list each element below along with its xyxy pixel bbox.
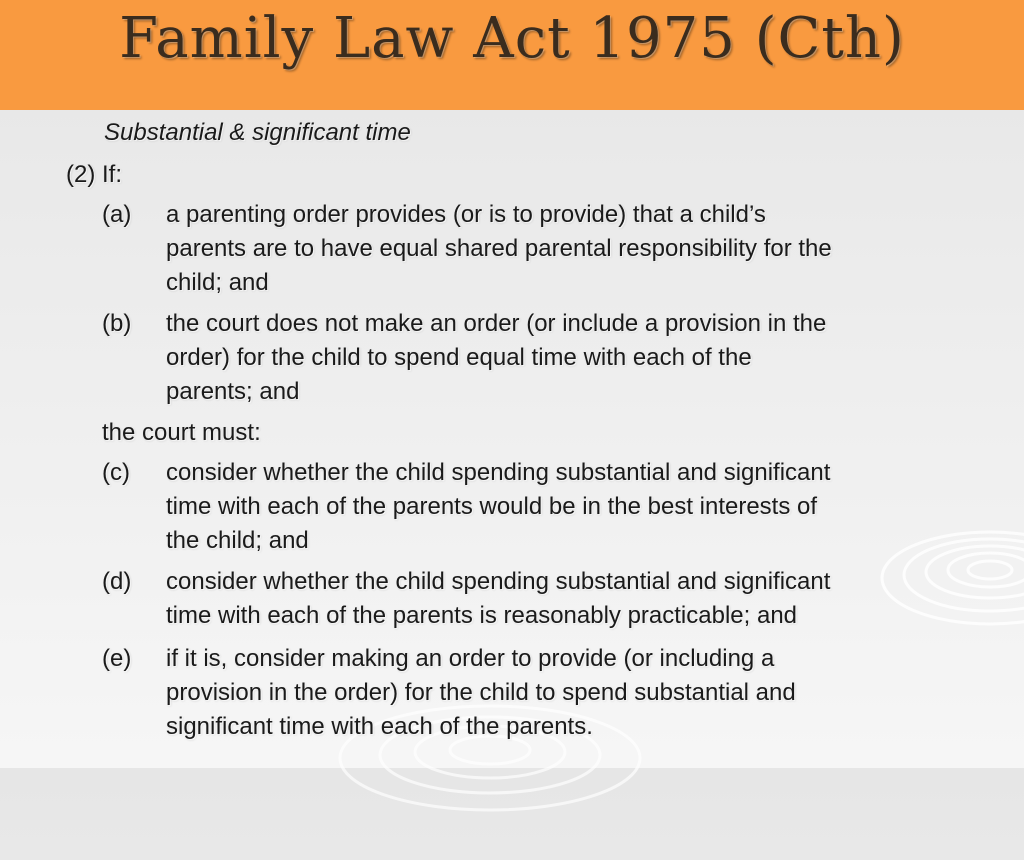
duty-line: consider whether the child spending substantial and significant bbox=[166, 568, 831, 595]
condition-line: child; and bbox=[166, 269, 269, 296]
section-heading: Substantial & significant time bbox=[104, 119, 411, 146]
duty-line: significant time with each of the parents. bbox=[166, 713, 593, 740]
condition-line: order) for the child to spend equal time with each of the bbox=[166, 344, 752, 371]
duty-label: (c) bbox=[102, 459, 130, 486]
condition-line: a parenting order provides (or is to provide) that a child’s bbox=[166, 201, 766, 228]
subsection-number: (2) bbox=[66, 161, 96, 188]
subsection-lead: If: bbox=[102, 161, 123, 188]
duty-line: if it is, consider making an order to provide (or including a bbox=[166, 645, 775, 672]
condition-label: (a) bbox=[102, 201, 132, 228]
condition-label: (b) bbox=[102, 310, 132, 337]
condition-line: parents are to have equal shared parental responsibility for the bbox=[166, 235, 832, 262]
condition-line: parents; and bbox=[166, 378, 300, 405]
slide-title: Family Law Act 1975 (Cth) bbox=[119, 6, 905, 71]
duty-line: time with each of the parents would be in the best interests of bbox=[166, 493, 818, 520]
court-must-line: the court must: bbox=[102, 419, 261, 446]
duty-line: the child; and bbox=[166, 527, 309, 554]
duty-line: consider whether the child spending substantial and significant bbox=[166, 459, 831, 486]
title-banner bbox=[0, 0, 1024, 110]
condition-line: the court does not make an order (or include a provision in the bbox=[166, 310, 827, 337]
duty-line: provision in the order) for the child to spend substantial and bbox=[166, 679, 796, 706]
duty-line: time with each of the parents is reasonably practicable; and bbox=[166, 602, 798, 629]
duty-label: (d) bbox=[102, 568, 132, 595]
duty-label: (e) bbox=[102, 645, 132, 672]
